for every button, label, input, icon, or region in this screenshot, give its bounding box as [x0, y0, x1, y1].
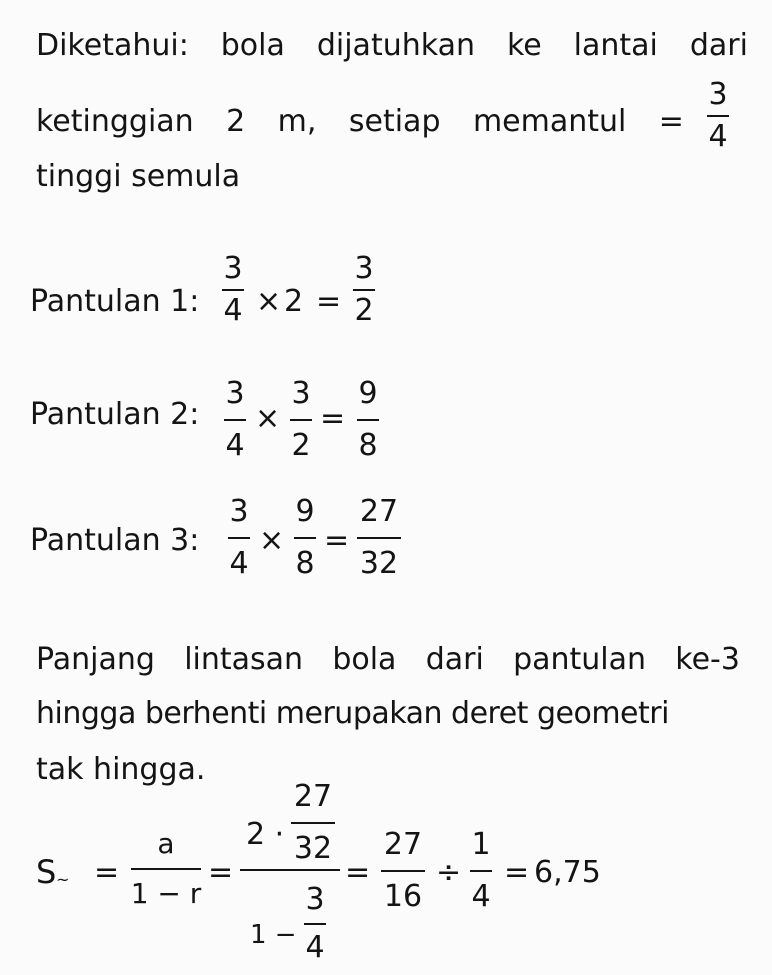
- intro-line-2: [36, 104, 684, 139]
- fraction-bar: [290, 419, 312, 421]
- word: ke: [506, 28, 542, 63]
- word: dari: [689, 28, 748, 63]
- word: bola: [220, 28, 285, 63]
- bounce-3-label: Pantulan 3:: [30, 523, 200, 558]
- denominator: 16: [383, 879, 423, 914]
- denominator-prefix: 1 −: [250, 920, 297, 950]
- times-sign: ×: [256, 284, 282, 319]
- word: lintasan: [184, 642, 304, 677]
- denominator: 8: [295, 546, 315, 581]
- numerator-prefix: 2 ·: [246, 817, 285, 852]
- intro-line-3: tinggi semula: [36, 159, 241, 194]
- compound-fraction: [240, 780, 340, 970]
- fraction-bar: [357, 419, 379, 421]
- fraction-bar: [131, 868, 201, 870]
- equals-sign: =: [345, 855, 371, 890]
- ratio-fraction: [703, 77, 733, 154]
- conclusion-line-2: hingga berhenti merupakan deret geometri: [36, 696, 669, 731]
- numerator: 3: [225, 376, 245, 411]
- times-sign: ×: [255, 401, 281, 436]
- equals-sign: =: [94, 855, 120, 890]
- denominator: 2: [354, 293, 374, 328]
- equals-sign: =: [324, 523, 350, 558]
- fraction-bar: [228, 537, 250, 539]
- divide-sign: ÷: [436, 855, 462, 890]
- numerator: 3: [291, 376, 311, 411]
- bounce-2-fraction-1: [220, 376, 250, 463]
- word: m,: [277, 104, 317, 139]
- numerator: 9: [358, 376, 378, 411]
- word: memantul: [472, 104, 627, 139]
- denominator: 32: [293, 831, 333, 866]
- intro-line-1: [36, 28, 748, 63]
- bounce-1-label: Pantulan 1:: [30, 284, 200, 319]
- fraction-bar: [224, 419, 246, 421]
- word: dijatuhkan: [316, 28, 475, 63]
- denominator: 4: [229, 546, 249, 581]
- word: ketinggian: [36, 104, 194, 139]
- conclusion-line-1: [36, 642, 740, 677]
- word: lantai: [573, 28, 658, 63]
- equals-sign: =: [504, 855, 530, 890]
- bounce-1-fraction-1: [218, 251, 248, 328]
- bounce-2-label: Pantulan 2:: [30, 397, 200, 432]
- denominator: 4: [223, 293, 243, 328]
- fraction-bar: [381, 870, 425, 872]
- numerator: 3: [223, 251, 243, 286]
- denominator: 4: [708, 119, 728, 154]
- word: bola: [332, 642, 397, 677]
- denominator: 1 − r: [130, 877, 202, 910]
- fraction-bar: [357, 537, 401, 539]
- word: dari: [425, 642, 484, 677]
- numerator: 3: [354, 251, 374, 286]
- equals-sign: =: [658, 104, 684, 139]
- fraction-bar: [222, 289, 244, 291]
- word: Diketahui:: [36, 28, 189, 63]
- denominator-fraction: [300, 882, 330, 965]
- bounce-3-fraction-2: [290, 494, 320, 581]
- fraction-bar: [353, 289, 375, 291]
- times-sign: ×: [259, 523, 285, 558]
- numerator: 9: [295, 494, 315, 529]
- numerator: 27: [293, 779, 333, 814]
- bounce-1-result: [349, 251, 379, 328]
- word: setiap: [348, 104, 441, 139]
- sum-symbol: S: [36, 853, 57, 891]
- conclusion-line-3: tak hingga.: [36, 752, 206, 787]
- fraction-bar: [707, 115, 729, 117]
- fraction-bar: [470, 870, 492, 872]
- fraction-bar: [304, 923, 326, 925]
- formula-fraction-27-16: [378, 827, 428, 914]
- bounce-3-result: [354, 494, 404, 581]
- equals-sign: =: [316, 284, 342, 319]
- infinity-subscript: ~: [56, 870, 70, 889]
- numerator: 3: [229, 494, 249, 529]
- denominator: 4: [471, 879, 491, 914]
- formula-fraction-1-4: [466, 827, 496, 914]
- denominator: 32: [359, 546, 399, 581]
- equals-sign: =: [208, 855, 234, 890]
- word: 2: [226, 104, 246, 139]
- numerator-fraction: [288, 779, 338, 866]
- main-fraction-bar: [240, 869, 340, 871]
- numerator: 3: [305, 882, 325, 917]
- bounce-2-fraction-2: [286, 376, 316, 463]
- numerator: 27: [383, 827, 423, 862]
- numerator: 1: [471, 827, 491, 862]
- denominator: 8: [358, 428, 378, 463]
- equals-sign: =: [320, 401, 346, 436]
- fraction-bar: [294, 537, 316, 539]
- word: Panjang: [36, 642, 155, 677]
- formula-a-over-1-minus-r: [126, 827, 206, 910]
- bounce-3-fraction-1: [224, 494, 254, 581]
- bounce-2-result: [353, 376, 383, 463]
- word: ke-3: [675, 642, 740, 677]
- fraction-bar: [291, 822, 335, 824]
- result-value: 6,75: [534, 855, 601, 890]
- denominator: 4: [225, 428, 245, 463]
- numerator: 3: [708, 77, 728, 112]
- multiplier: 2: [284, 284, 304, 319]
- numerator: a: [157, 827, 175, 860]
- denominator: 2: [291, 428, 311, 463]
- denominator: 4: [305, 930, 325, 965]
- word: pantulan: [513, 642, 647, 677]
- numerator: 27: [359, 494, 399, 529]
